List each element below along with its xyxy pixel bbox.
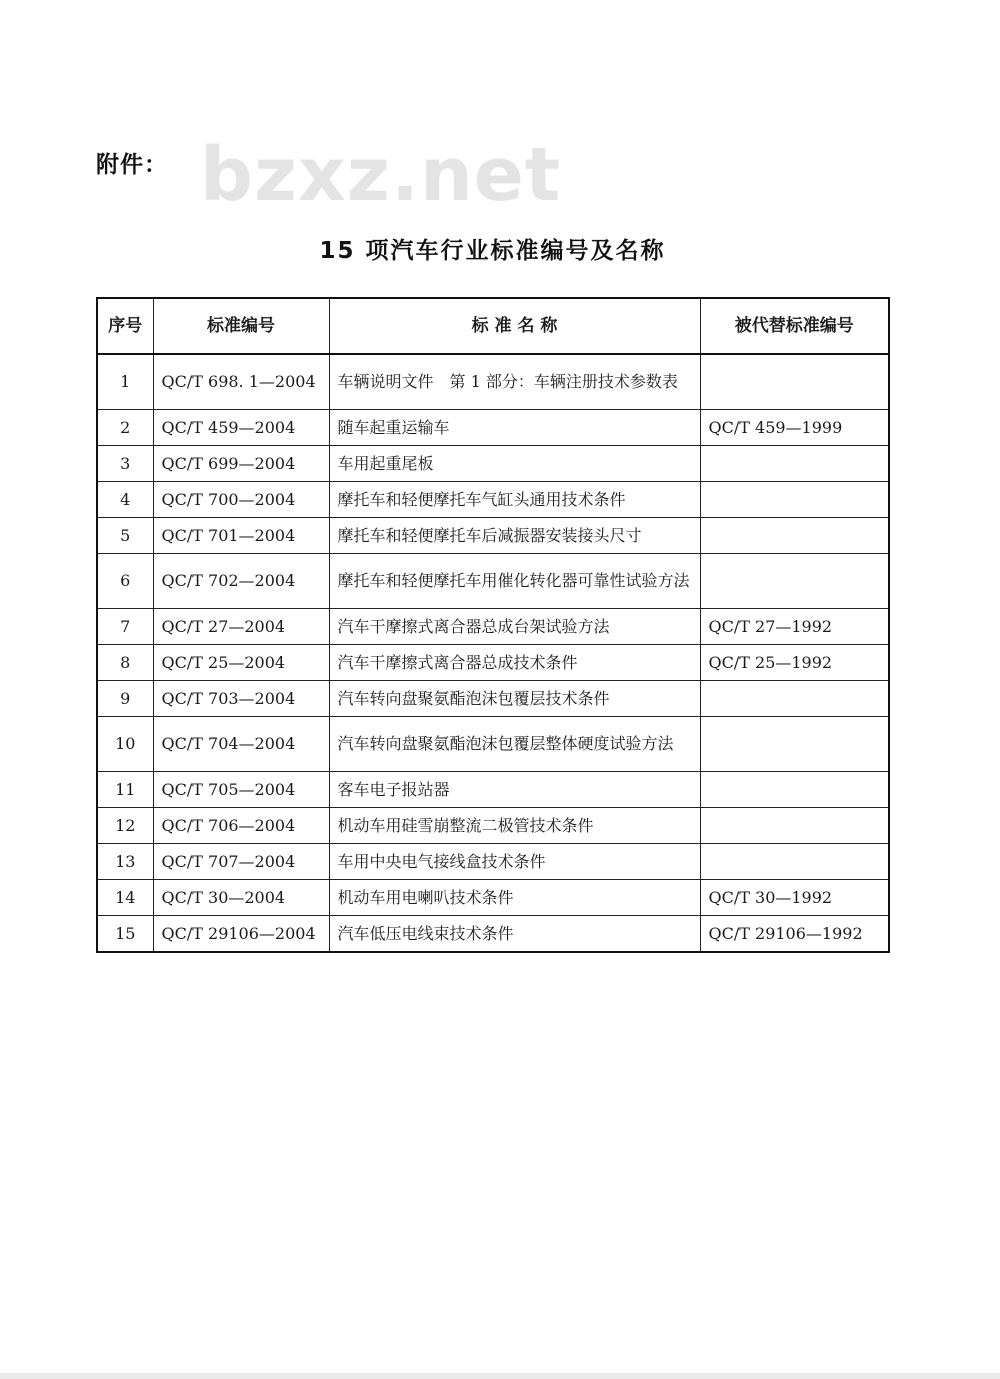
table-row (97, 880, 889, 916)
table-row (97, 554, 889, 609)
cell-standard-code: QC/T 27—2004 (153, 609, 329, 645)
cell-serial: 2 (97, 410, 153, 446)
cell-standard-name: 摩托车和轻便摩托车用催化转化器可靠性试验方法 (329, 554, 700, 609)
cell-replaced-code (700, 554, 889, 609)
cell-standard-code: QC/T 459—2004 (153, 410, 329, 446)
cell-standard-code: QC/T 700—2004 (153, 482, 329, 518)
cell-standard-name: 摩托车和轻便摩托车后减振器安装接头尺寸 (329, 518, 700, 554)
table-row (97, 844, 889, 880)
cell-standard-code: QC/T 30—2004 (153, 880, 329, 916)
cell-serial: 8 (97, 645, 153, 681)
cell-standard-name: 随车起重运输车 (329, 410, 700, 446)
table-row (97, 518, 889, 554)
cell-standard-code: QC/T 706—2004 (153, 808, 329, 844)
table-row (97, 772, 889, 808)
header-serial: 序号 (97, 298, 153, 354)
cell-standard-code: QC/T 705—2004 (153, 772, 329, 808)
page-title: 15 项汽车行业标准编号及名称 (319, 238, 666, 264)
cell-standard-code: QC/T 702—2004 (153, 554, 329, 609)
cell-replaced-code (700, 354, 889, 410)
cell-standard-name: 汽车干摩擦式离合器总成台架试验方法 (329, 609, 700, 645)
cell-standard-name: 汽车转向盘聚氨酯泡沫包覆层技术条件 (329, 681, 700, 717)
table-row (97, 482, 889, 518)
cell-serial: 12 (97, 808, 153, 844)
cell-serial: 11 (97, 772, 153, 808)
cell-replaced-code (700, 808, 889, 844)
cell-standard-code: QC/T 701—2004 (153, 518, 329, 554)
table-row (97, 410, 889, 446)
cell-standard-code: QC/T 707—2004 (153, 844, 329, 880)
cell-replaced-code: QC/T 459—1999 (700, 410, 889, 446)
cell-standard-code: QC/T 703—2004 (153, 681, 329, 717)
table-row (97, 446, 889, 482)
table-row (97, 808, 889, 844)
cell-standard-name: 客车电子报站器 (329, 772, 700, 808)
standards-table (96, 297, 890, 953)
cell-serial: 3 (97, 446, 153, 482)
table-row (97, 717, 889, 772)
cell-replaced-code: QC/T 30—1992 (700, 880, 889, 916)
cell-serial: 15 (97, 916, 153, 953)
cell-standard-name: 车用中央电气接线盒技术条件 (329, 844, 700, 880)
cell-serial: 4 (97, 482, 153, 518)
cell-standard-name: 汽车低压电线束技术条件 (329, 916, 700, 953)
cell-replaced-code (700, 518, 889, 554)
cell-serial: 14 (97, 880, 153, 916)
watermark: bzxz.net (200, 132, 562, 218)
table-row (97, 354, 889, 410)
cell-standard-name: 机动车用电喇叭技术条件 (329, 880, 700, 916)
table-row (97, 645, 889, 681)
cell-serial: 1 (97, 354, 153, 410)
cell-replaced-code (700, 482, 889, 518)
cell-replaced-code (700, 844, 889, 880)
cell-replaced-code: QC/T 29106—1992 (700, 916, 889, 953)
table-row (97, 609, 889, 645)
cell-serial: 7 (97, 609, 153, 645)
cell-standard-code: QC/T 704—2004 (153, 717, 329, 772)
header-standard-code: 标准编号 (153, 298, 329, 354)
cell-standard-code: QC/T 699—2004 (153, 446, 329, 482)
cell-serial: 6 (97, 554, 153, 609)
table-row (97, 681, 889, 717)
cell-replaced-code (700, 772, 889, 808)
table-header (97, 298, 889, 354)
header-replaced-code: 被代替标准编号 (700, 298, 889, 354)
cell-serial: 9 (97, 681, 153, 717)
cell-standard-code: QC/T 698. 1—2004 (153, 354, 329, 410)
cell-replaced-code: QC/T 27—1992 (700, 609, 889, 645)
cell-replaced-code: QC/T 25—1992 (700, 645, 889, 681)
table-row (97, 916, 889, 953)
cell-standard-code: QC/T 25—2004 (153, 645, 329, 681)
cell-replaced-code (700, 446, 889, 482)
cell-standard-name: 摩托车和轻便摩托车气缸头通用技术条件 (329, 482, 700, 518)
attachment-label: 附件： (96, 152, 168, 178)
cell-standard-name: 机动车用硅雪崩整流二极管技术条件 (329, 808, 700, 844)
cell-standard-name: 汽车干摩擦式离合器总成技术条件 (329, 645, 700, 681)
cell-serial: 13 (97, 844, 153, 880)
cell-standard-name: 汽车转向盘聚氨酯泡沫包覆层整体硬度试验方法 (329, 717, 700, 772)
cell-standard-name: 车用起重尾板 (329, 446, 700, 482)
cell-serial: 10 (97, 717, 153, 772)
header-standard-name: 标 准 名 称 (329, 298, 700, 354)
cell-replaced-code (700, 681, 889, 717)
cell-standard-code: QC/T 29106—2004 (153, 916, 329, 953)
cell-serial: 5 (97, 518, 153, 554)
cell-standard-name: 车辆说明文件 第 1 部分：车辆注册技术参数表 (329, 354, 700, 410)
page-bottom-edge (0, 1373, 1000, 1379)
cell-replaced-code (700, 717, 889, 772)
